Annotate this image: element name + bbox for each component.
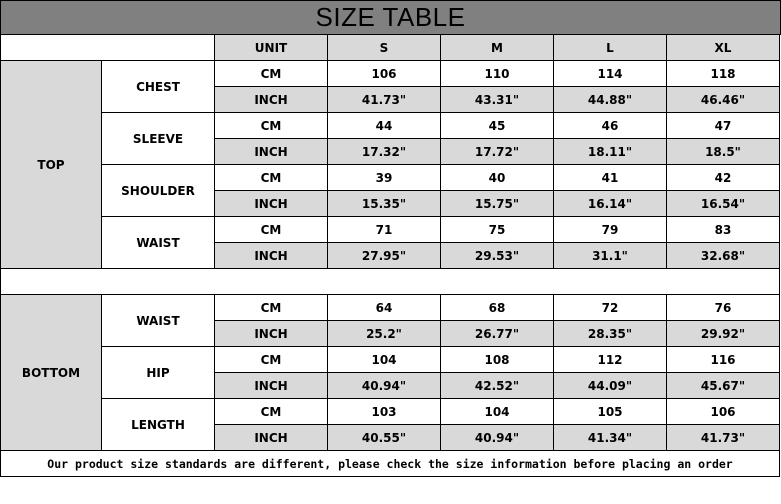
unit-inch: INCH <box>215 191 328 217</box>
size-note: Our product size standards are different, please check the size information before placing an order <box>1 451 780 477</box>
unit-cm: CM <box>215 399 328 425</box>
measure-label: SLEEVE <box>102 113 215 165</box>
section-divider <box>1 269 780 295</box>
unit-inch: INCH <box>215 373 328 399</box>
value-cell: 26.77" <box>441 321 554 347</box>
unit-cm: CM <box>215 217 328 243</box>
value-cell: 16.14" <box>554 191 667 217</box>
value-cell: 72 <box>554 295 667 321</box>
value-cell: 44 <box>328 113 441 139</box>
value-cell: 40.94" <box>441 425 554 451</box>
measure-label: LENGTH <box>102 399 215 451</box>
measure-label: CHEST <box>102 61 215 113</box>
value-cell: 112 <box>554 347 667 373</box>
header-row <box>1 35 780 61</box>
value-cell: 42.52" <box>441 373 554 399</box>
value-cell: 29.92" <box>667 321 780 347</box>
value-cell: 114 <box>554 61 667 87</box>
value-cell: 47 <box>667 113 780 139</box>
value-cell: 108 <box>441 347 554 373</box>
table-row <box>1 295 780 321</box>
value-cell: 18.11" <box>554 139 667 165</box>
value-cell: 75 <box>441 217 554 243</box>
unit-cm: CM <box>215 347 328 373</box>
value-cell: 41.34" <box>554 425 667 451</box>
value-cell: 15.75" <box>441 191 554 217</box>
value-cell: 79 <box>554 217 667 243</box>
unit-cm: CM <box>215 165 328 191</box>
value-cell: 64 <box>328 295 441 321</box>
value-cell: 41.73" <box>667 425 780 451</box>
value-cell: 68 <box>441 295 554 321</box>
measure-label: HIP <box>102 347 215 399</box>
value-cell: 31.1" <box>554 243 667 269</box>
value-cell: 27.95" <box>328 243 441 269</box>
header-size-m: M <box>441 35 554 61</box>
value-cell: 45 <box>441 113 554 139</box>
value-cell: 45.67" <box>667 373 780 399</box>
value-cell: 17.72" <box>441 139 554 165</box>
value-cell: 110 <box>441 61 554 87</box>
value-cell: 32.68" <box>667 243 780 269</box>
value-cell: 16.54" <box>667 191 780 217</box>
unit-inch: INCH <box>215 139 328 165</box>
table-row <box>1 113 780 139</box>
value-cell: 28.35" <box>554 321 667 347</box>
unit-inch: INCH <box>215 87 328 113</box>
value-cell: 17.32" <box>328 139 441 165</box>
value-cell: 29.53" <box>441 243 554 269</box>
value-cell: 44.88" <box>554 87 667 113</box>
value-cell: 104 <box>328 347 441 373</box>
value-cell: 15.35" <box>328 191 441 217</box>
value-cell: 46.46" <box>667 87 780 113</box>
measure-label: SHOULDER <box>102 165 215 217</box>
unit-cm: CM <box>215 61 328 87</box>
unit-inch: INCH <box>215 425 328 451</box>
measure-label: WAIST <box>102 295 215 347</box>
table-row <box>1 61 780 87</box>
value-cell: 76 <box>667 295 780 321</box>
value-cell: 83 <box>667 217 780 243</box>
value-cell: 44.09" <box>554 373 667 399</box>
value-cell: 40 <box>441 165 554 191</box>
value-cell: 106 <box>667 399 780 425</box>
value-cell: 40.94" <box>328 373 441 399</box>
size-table-title: SIZE TABLE <box>0 0 781 35</box>
header-blank-cell <box>1 35 215 61</box>
value-cell: 46 <box>554 113 667 139</box>
value-cell: 39 <box>328 165 441 191</box>
table-row <box>1 217 780 243</box>
value-cell: 41 <box>554 165 667 191</box>
value-cell: 43.31" <box>441 87 554 113</box>
value-cell: 18.5" <box>667 139 780 165</box>
unit-inch: INCH <box>215 321 328 347</box>
table-row <box>1 347 780 373</box>
value-cell: 42 <box>667 165 780 191</box>
value-cell: 71 <box>328 217 441 243</box>
value-cell: 116 <box>667 347 780 373</box>
value-cell: 105 <box>554 399 667 425</box>
header-size-l: L <box>554 35 667 61</box>
measure-label: WAIST <box>102 217 215 269</box>
header-size-s: S <box>328 35 441 61</box>
table-row <box>1 399 780 425</box>
section-divider-row <box>1 269 780 295</box>
header-unit-cell: UNIT <box>215 35 328 61</box>
unit-cm: CM <box>215 295 328 321</box>
header-size-xl: XL <box>667 35 780 61</box>
value-cell: 25.2" <box>328 321 441 347</box>
value-cell: 104 <box>441 399 554 425</box>
value-cell: 41.73" <box>328 87 441 113</box>
size-table <box>0 34 780 477</box>
note-row <box>1 451 780 477</box>
value-cell: 103 <box>328 399 441 425</box>
unit-inch: INCH <box>215 243 328 269</box>
value-cell: 118 <box>667 61 780 87</box>
section-label-top: TOP <box>1 61 102 269</box>
table-row <box>1 165 780 191</box>
unit-cm: CM <box>215 113 328 139</box>
value-cell: 106 <box>328 61 441 87</box>
section-label-bottom: BOTTOM <box>1 295 102 451</box>
value-cell: 40.55" <box>328 425 441 451</box>
